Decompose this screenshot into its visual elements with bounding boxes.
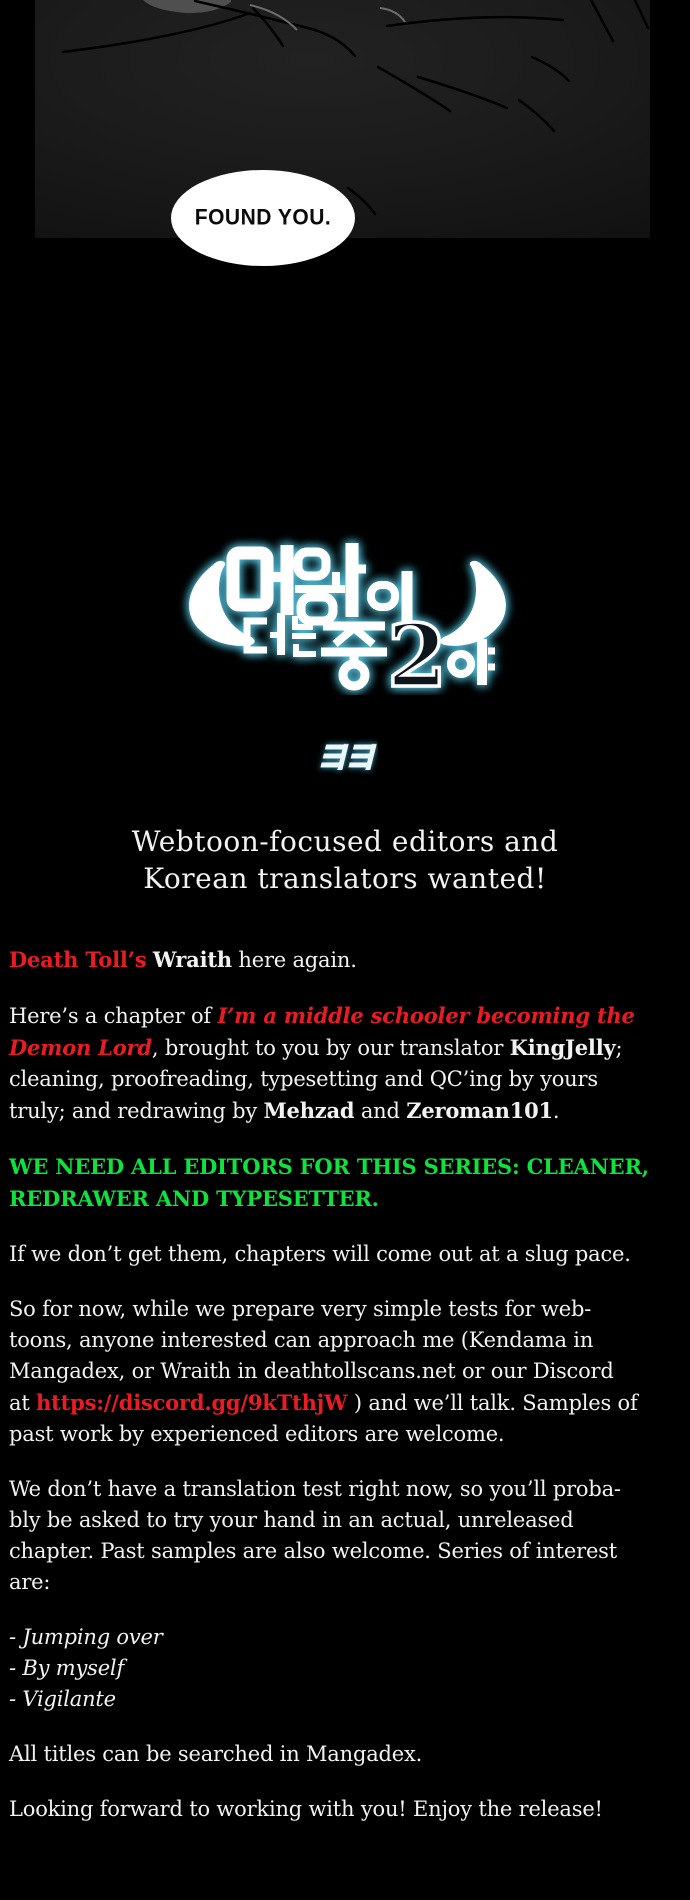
credits-text bbox=[9, 944, 679, 1849]
text-segment: KingJelly bbox=[509, 1035, 616, 1060]
text-segment: truly; and redrawing by bbox=[9, 1099, 264, 1123]
comic-panel bbox=[35, 0, 650, 238]
text-segment: Death Toll’s bbox=[9, 947, 147, 972]
text-segment: All titles can be searched in Mangadex. bbox=[9, 1742, 423, 1766]
text-segment: Mangadex, or Wraith in deathtollscans.net or our Discord bbox=[9, 1359, 614, 1383]
paragraph-chapter-credits bbox=[9, 1000, 679, 1127]
text-segment: chapter. Past samples are also welcome. Series of interest bbox=[9, 1539, 617, 1563]
kk-laugh-mark-icon bbox=[312, 737, 378, 781]
right-horn-icon bbox=[440, 561, 506, 646]
text-segment: I’m a middle schooler becoming the bbox=[217, 1003, 635, 1028]
text-segment: past work by experienced editors are welcome. bbox=[9, 1422, 505, 1446]
text-segment: Wraith bbox=[152, 947, 232, 972]
text-segment: If we don’t get them, chapters will come out at a slug pace. bbox=[9, 1242, 631, 1266]
text-segment: cleaning, proofreading, typesetting and QC’ing by yours bbox=[9, 1067, 598, 1091]
speech-bubble bbox=[171, 170, 355, 266]
text-segment: ; bbox=[615, 1036, 623, 1060]
logo-number-2: 2 bbox=[387, 606, 447, 695]
text-segment: . bbox=[552, 1099, 560, 1123]
text-segment: , brought to you by our translator bbox=[151, 1036, 510, 1060]
paragraph-translation-test bbox=[9, 1474, 679, 1598]
text-segment: toons, anyone interested can approach me (Kendama in bbox=[9, 1328, 594, 1352]
text-segment: Looking forward to working with you! Enjoy the release! bbox=[9, 1797, 603, 1821]
speech-bubble-text: FOUND YOU. bbox=[194, 205, 332, 230]
logo-hangul-strokes bbox=[233, 543, 495, 686]
paragraph-intro bbox=[9, 944, 679, 976]
text-segment: REDRAWER AND TYPESETTER. bbox=[9, 1186, 379, 1211]
paragraph-mangadex bbox=[9, 1739, 679, 1770]
text-segment: Here’s a chapter of bbox=[9, 1004, 218, 1028]
text-segment: Mehzad bbox=[263, 1098, 355, 1123]
text-segment: are: bbox=[9, 1570, 51, 1594]
text-segment: - By myself bbox=[9, 1656, 125, 1680]
text-segment: here again. bbox=[231, 948, 357, 972]
text-segment: bly be asked to try your hand in an actual, unreleased bbox=[9, 1508, 574, 1532]
paragraph-outro bbox=[9, 1794, 679, 1825]
recruitment-heading-line1: Webtoon-focused editors and bbox=[131, 825, 559, 858]
series-logo bbox=[145, 455, 565, 695]
text-segment: We don’t have a translation test right now, so you’ll proba- bbox=[9, 1477, 621, 1501]
text-segment: Zeroman101 bbox=[406, 1098, 553, 1123]
paragraph-how-to-apply bbox=[9, 1294, 679, 1450]
discord-link[interactable]: https://discord.gg/9kTthjW bbox=[36, 1390, 348, 1415]
text-segment: at bbox=[9, 1391, 37, 1415]
paragraph-slug-pace bbox=[9, 1239, 679, 1270]
text-segment: - Jumping over bbox=[9, 1625, 163, 1649]
paragraph-editors-needed bbox=[9, 1151, 679, 1215]
recruitment-heading bbox=[0, 823, 690, 897]
text-segment: and bbox=[354, 1099, 407, 1123]
text-segment: - Vigilante bbox=[9, 1687, 116, 1711]
text-segment: Demon Lord bbox=[9, 1035, 152, 1060]
text-segment: ) and we’ll talk. Samples of bbox=[347, 1391, 638, 1415]
series-of-interest-list bbox=[9, 1622, 679, 1715]
recruitment-heading-line2: Korean translators wanted! bbox=[143, 862, 547, 895]
text-segment: So for now, while we prepare very simple tests for web- bbox=[9, 1297, 592, 1321]
text-segment: WE NEED ALL EDITORS FOR THIS SERIES: CLEANER, bbox=[9, 1154, 649, 1179]
